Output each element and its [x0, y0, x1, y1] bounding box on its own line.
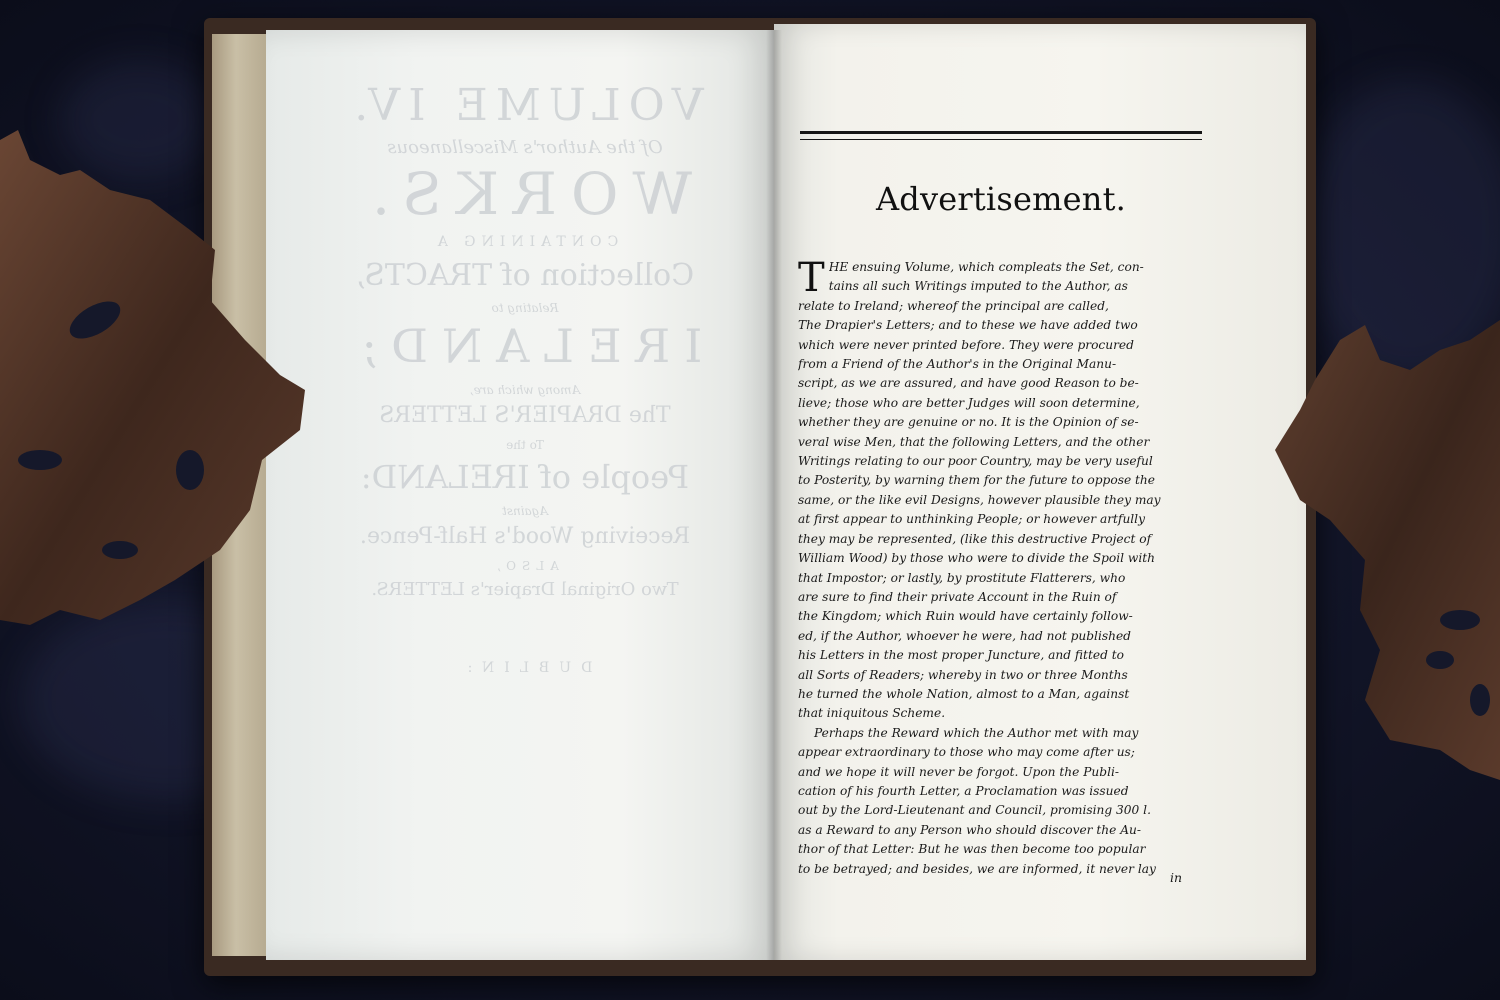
text-line: HE ensuing Volume, which compleats the Set, con-: [828, 260, 1144, 274]
catchword: in: [1170, 870, 1183, 885]
ghost-line: People of IRELAND:: [360, 458, 690, 496]
text-line: they may be represented, (like this destructive Project of: [798, 531, 1152, 546]
title-page-bleed-through: [280, 70, 770, 870]
text-line: out by the Lord-Lieutenant and Council, promising 300 l.: [798, 803, 1151, 818]
text-line: that iniquitous Scheme.: [798, 706, 946, 721]
ghost-line: IRELAND;: [347, 319, 703, 373]
text-line: tains all such Writings imputed to the Author, as: [828, 279, 1128, 294]
text-line: The Drapier's Letters; and to these we have added two: [798, 318, 1138, 333]
ghost-line: Receiving Wood's Half-Pence.: [359, 524, 691, 549]
ghost-line: VOLUME IV.: [346, 80, 704, 131]
text-line: all Sorts of Readers; whereby in two or three Months: [798, 667, 1128, 682]
text-line: from a Friend of the Author's in the Original Manu-: [798, 357, 1117, 372]
ghost-line: Collection of TRACTS,: [355, 258, 695, 293]
ghost-line: Relating to: [491, 301, 559, 315]
holder-shape: [0, 130, 305, 625]
holder-hole: [1470, 684, 1490, 716]
ghost-line: WORKS.: [357, 160, 693, 228]
ghost-line: The DRAPIER'S LETTERS: [379, 403, 671, 428]
ghost-line: CONTAINING A: [431, 234, 619, 250]
page-heading: Advertisement.: [875, 180, 1127, 218]
text-line: thor of that Letter: But he was then become too popular: [798, 842, 1146, 857]
ghost-line: Of the Author's Miscellaneous: [387, 137, 663, 158]
text-line: whether they are genuine or no. It is the Opinion of se-: [798, 415, 1139, 430]
text-line: Perhaps the Reward which the Author met with may: [814, 725, 1139, 740]
right-metal-page-holder: [1270, 320, 1500, 790]
text-line: to Posterity, by warning them for the future to oppose the: [798, 473, 1155, 488]
holder-shape: [1275, 320, 1500, 780]
text-line: to be betrayed; and besides, we are informed, it never lay: [798, 861, 1156, 876]
text-line: script, as we are assured, and have good Reason to be-: [798, 376, 1139, 391]
ghost-line: Two Original Drapier's LETTERS.: [371, 579, 679, 600]
text-line: his Letters in the most proper Juncture, and fitted to: [798, 648, 1124, 663]
holder-hole: [1440, 610, 1480, 630]
text-line: which were never printed before. They were procured: [798, 337, 1134, 352]
text-line: same, or the like evil Designs, however plausible they may: [798, 492, 1161, 507]
text-line: and we hope it will never be forgot. Upon the Publi-: [798, 764, 1119, 779]
holder-hole: [102, 541, 138, 559]
ghost-line: ALSO,: [491, 559, 559, 573]
header-rule-thin: [800, 139, 1202, 140]
text-line: appear extraordinary to those who may come after us;: [798, 745, 1135, 760]
text-line: cation of his fourth Letter, a Proclamation was issued: [798, 783, 1129, 798]
text-line: lieve; those who are better Judges will soon determine,: [798, 395, 1140, 410]
text-line: William Wood) by those who were to divide the Spoil with: [798, 551, 1155, 566]
drop-cap: T: [798, 255, 825, 301]
ghost-line: Against: [501, 504, 549, 518]
holder-hole: [1426, 651, 1454, 669]
text-line: he turned the whole Nation, almost to a Man, against: [798, 686, 1130, 701]
ghost-line: Among which are,: [469, 383, 581, 397]
text-line: relate to Ireland; whereof the principal are called,: [798, 298, 1109, 313]
advertisement-body: [798, 255, 1190, 879]
text-line: ed, if the Author, whoever he were, had not published: [798, 628, 1131, 643]
text-line: veral wise Men, that the following Letters, and the other: [798, 434, 1150, 449]
holder-hole: [18, 450, 62, 470]
text-line: as a Reward to any Person who should discover the Au-: [798, 822, 1141, 837]
ghost-line: DUBLIN:: [457, 660, 593, 676]
text-line: that Impostor; or lastly, by prostitute Flatterers, who: [798, 570, 1126, 585]
ghost-line: To the: [506, 438, 544, 452]
text-line: are sure to find their private Account in the Ruin of: [798, 589, 1117, 604]
text-line: at first appear to unthinking People; or however artfully: [798, 512, 1145, 527]
header-rule-thick: [800, 131, 1202, 134]
text-line: Writings relating to our poor Country, may be very useful: [798, 454, 1153, 469]
left-metal-page-holder: [0, 130, 320, 630]
text-line: the Kingdom; which Ruin would have certainly follow-: [798, 609, 1133, 624]
holder-hole: [176, 450, 204, 490]
